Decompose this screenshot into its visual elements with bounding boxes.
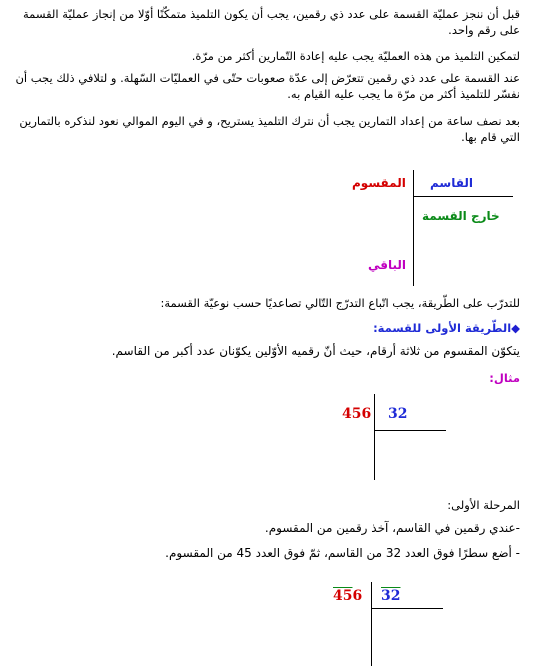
stage1-horizontal-line xyxy=(371,608,443,609)
stage1-divisor: 32 xyxy=(381,588,401,604)
rest-paragraph: بعد نصف ساعة من إعداد التمارين يجب أن نترك التلميذ يستريح، و في اليوم الموالي نعود لنذكره بالتمارين التي قام بها. xyxy=(19,114,520,144)
scheme-vertical-line xyxy=(413,170,414,286)
diamond-bullet-icon: ◆ xyxy=(511,321,520,335)
example-dividend: 456 xyxy=(342,406,372,422)
quotient-label: خارج القسمة xyxy=(422,209,500,223)
stage1-vertical-line xyxy=(371,582,372,666)
stage1-title: المرحلة الأولى: xyxy=(447,498,520,512)
method1-title: ◆الطّريقة الأولى للقسمة: xyxy=(373,321,520,335)
intro-paragraph: قبل أن ننجز عمليّة القسمة على عدد ذي رقمين، يجب أن يكون التلميذ متمكّنًا أوّلا من إنجاز عمليّة القسمة على رقم واحد. xyxy=(23,7,520,37)
example-divisor: 32 xyxy=(388,406,408,422)
stage1-step1: -عندي رقمين في القاسم، آخذ رقمين من المقسوم. xyxy=(264,521,520,535)
stage1-dividend-rest: 6 xyxy=(352,588,363,604)
example-label: مثال: xyxy=(489,371,520,385)
stage1-step2: - أضع سطرًا فوق العدد 32 من القاسم، ثمّ فوق العدد 45 من المقسوم. xyxy=(165,546,520,560)
example-vertical-line xyxy=(374,394,375,480)
remainder-label: الباقي xyxy=(368,258,407,272)
example-horizontal-line xyxy=(374,430,446,431)
difficulty-paragraph: عند القسمة على عدد ذي رقمين تتعرّض إلى عدّة صعوبات حتّى في العمليّات السّهلة. و لتلافي ذلك يجب أن نفسّر للتلميذ أكثر من مرّة ما يجب عليه القيام به. xyxy=(15,71,520,101)
stage1-dividend-overlined: 45 xyxy=(333,588,353,604)
training-intro: للتدرّب على الطّريقة، يجب اتّباع التدرّج التّالي تصاعديًا حسب نوعيّة القسمة: xyxy=(160,296,520,310)
dividend-label: المقسوم xyxy=(352,176,406,190)
method1-description: يتكوّن المقسوم من ثلاثة أرقام، حيث أنّ رقميه الأوّلين يكوّنان عدد أكبر من القاسم. xyxy=(111,344,520,358)
practice-paragraph: لتمكين التلميذ من هذه العمليّة يجب عليه إعادة التّمارين أكثر من مرّة. xyxy=(191,49,520,63)
scheme-horizontal-line xyxy=(413,196,513,197)
divisor-label: القاسم xyxy=(430,176,473,190)
stage1-dividend xyxy=(333,588,362,604)
